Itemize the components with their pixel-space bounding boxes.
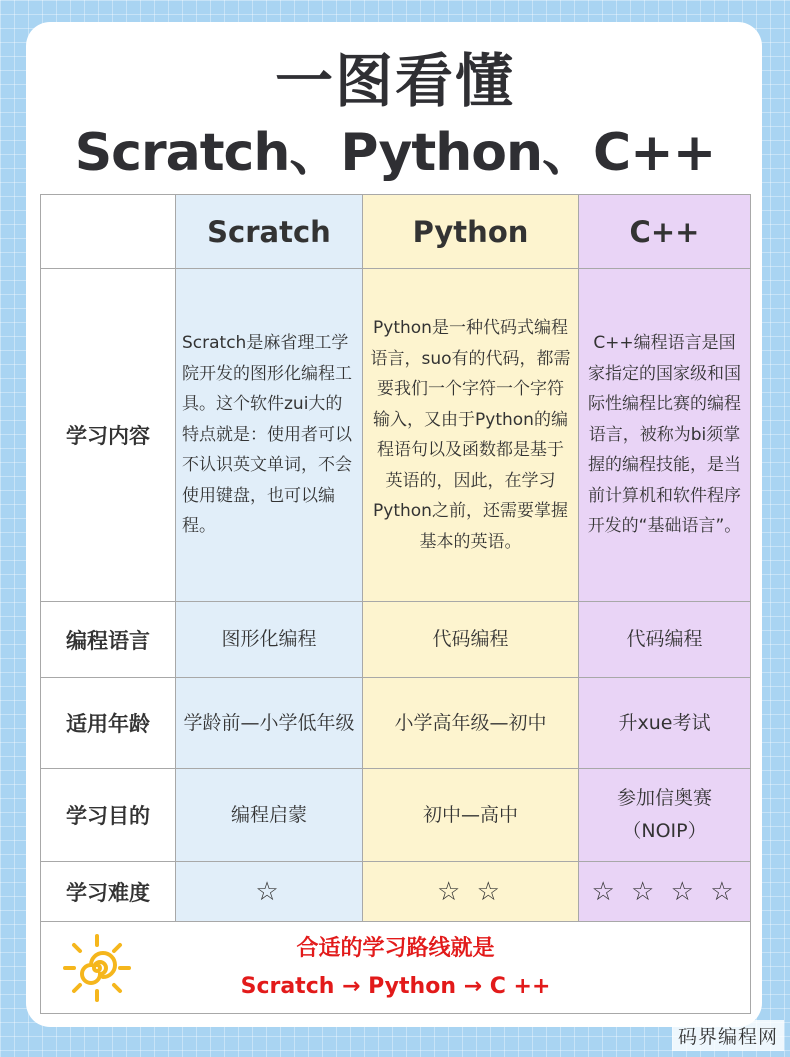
footer-line-1: 合适的学习路线就是 [296, 935, 495, 961]
cell-python: 小学高年级—初中 [363, 678, 579, 769]
page-subtitle: Scratch、Python、C++ [74, 123, 716, 183]
cell-python: 初中—高中 [363, 769, 579, 862]
cell-python: Python是一种代码式编程语言，suo有的代码，都需要我们一个字符一个字符输入，又由于Python的编程语句以及函数都是基于英语的，因此，在学习Python之前，还需要掌握基本的英语。 [363, 269, 579, 602]
table-header-row [41, 195, 751, 269]
row-label: 学习难度 [41, 862, 176, 922]
comparison-table [40, 194, 751, 1014]
difficulty-stars-scratch: ☆ [176, 862, 363, 922]
site-watermark: 码界编程网 [672, 1020, 784, 1051]
cell-cpp: C++编程语言是国家指定的国家级和国际性编程比赛的编程语言，被称为bi须掌握的编程技能，是当前计算机和软件程序开发的“基础语言”。 [579, 269, 751, 602]
difficulty-stars-cpp: ☆ ☆ ☆ ☆ [579, 862, 751, 922]
sun-spiral-icon [61, 932, 133, 1008]
header-scratch: Scratch [176, 195, 363, 269]
cell-cpp: 代码编程 [579, 602, 751, 678]
header-cpp: C++ [579, 195, 751, 269]
page-title: 一图看懂 [274, 47, 515, 115]
row-label: 学习目的 [41, 769, 176, 862]
table-row [41, 269, 751, 602]
cell-cpp: 参加信奥赛（NOIP） [579, 769, 751, 862]
cell-python: 代码编程 [363, 602, 579, 678]
table-row [41, 862, 751, 922]
footer-row [41, 922, 751, 1014]
row-label: 编程语言 [41, 602, 176, 678]
difficulty-stars-python: ☆ ☆ [363, 862, 579, 922]
table-row [41, 769, 751, 862]
cell-scratch: 学龄前—小学低年级 [176, 678, 363, 769]
header-empty-cell [41, 195, 176, 269]
table-row [41, 678, 751, 769]
footer-line-2: Scratch → Python → C ++ [240, 973, 551, 999]
table-row [41, 602, 751, 678]
cell-scratch: 图形化编程 [176, 602, 363, 678]
row-label: 学习内容 [41, 269, 176, 602]
row-label: 适用年龄 [41, 678, 176, 769]
footer-cell [41, 922, 751, 1014]
header-python: Python [363, 195, 579, 269]
cell-cpp: 升xue考试 [579, 678, 751, 769]
cell-scratch: 编程启蒙 [176, 769, 363, 862]
cell-scratch: Scratch是麻省理工学院开发的图形化编程工具。这个软件zui大的特点就是：使用者可以不认识英文单词，不会使用键盘，也可以编程。 [176, 269, 363, 602]
